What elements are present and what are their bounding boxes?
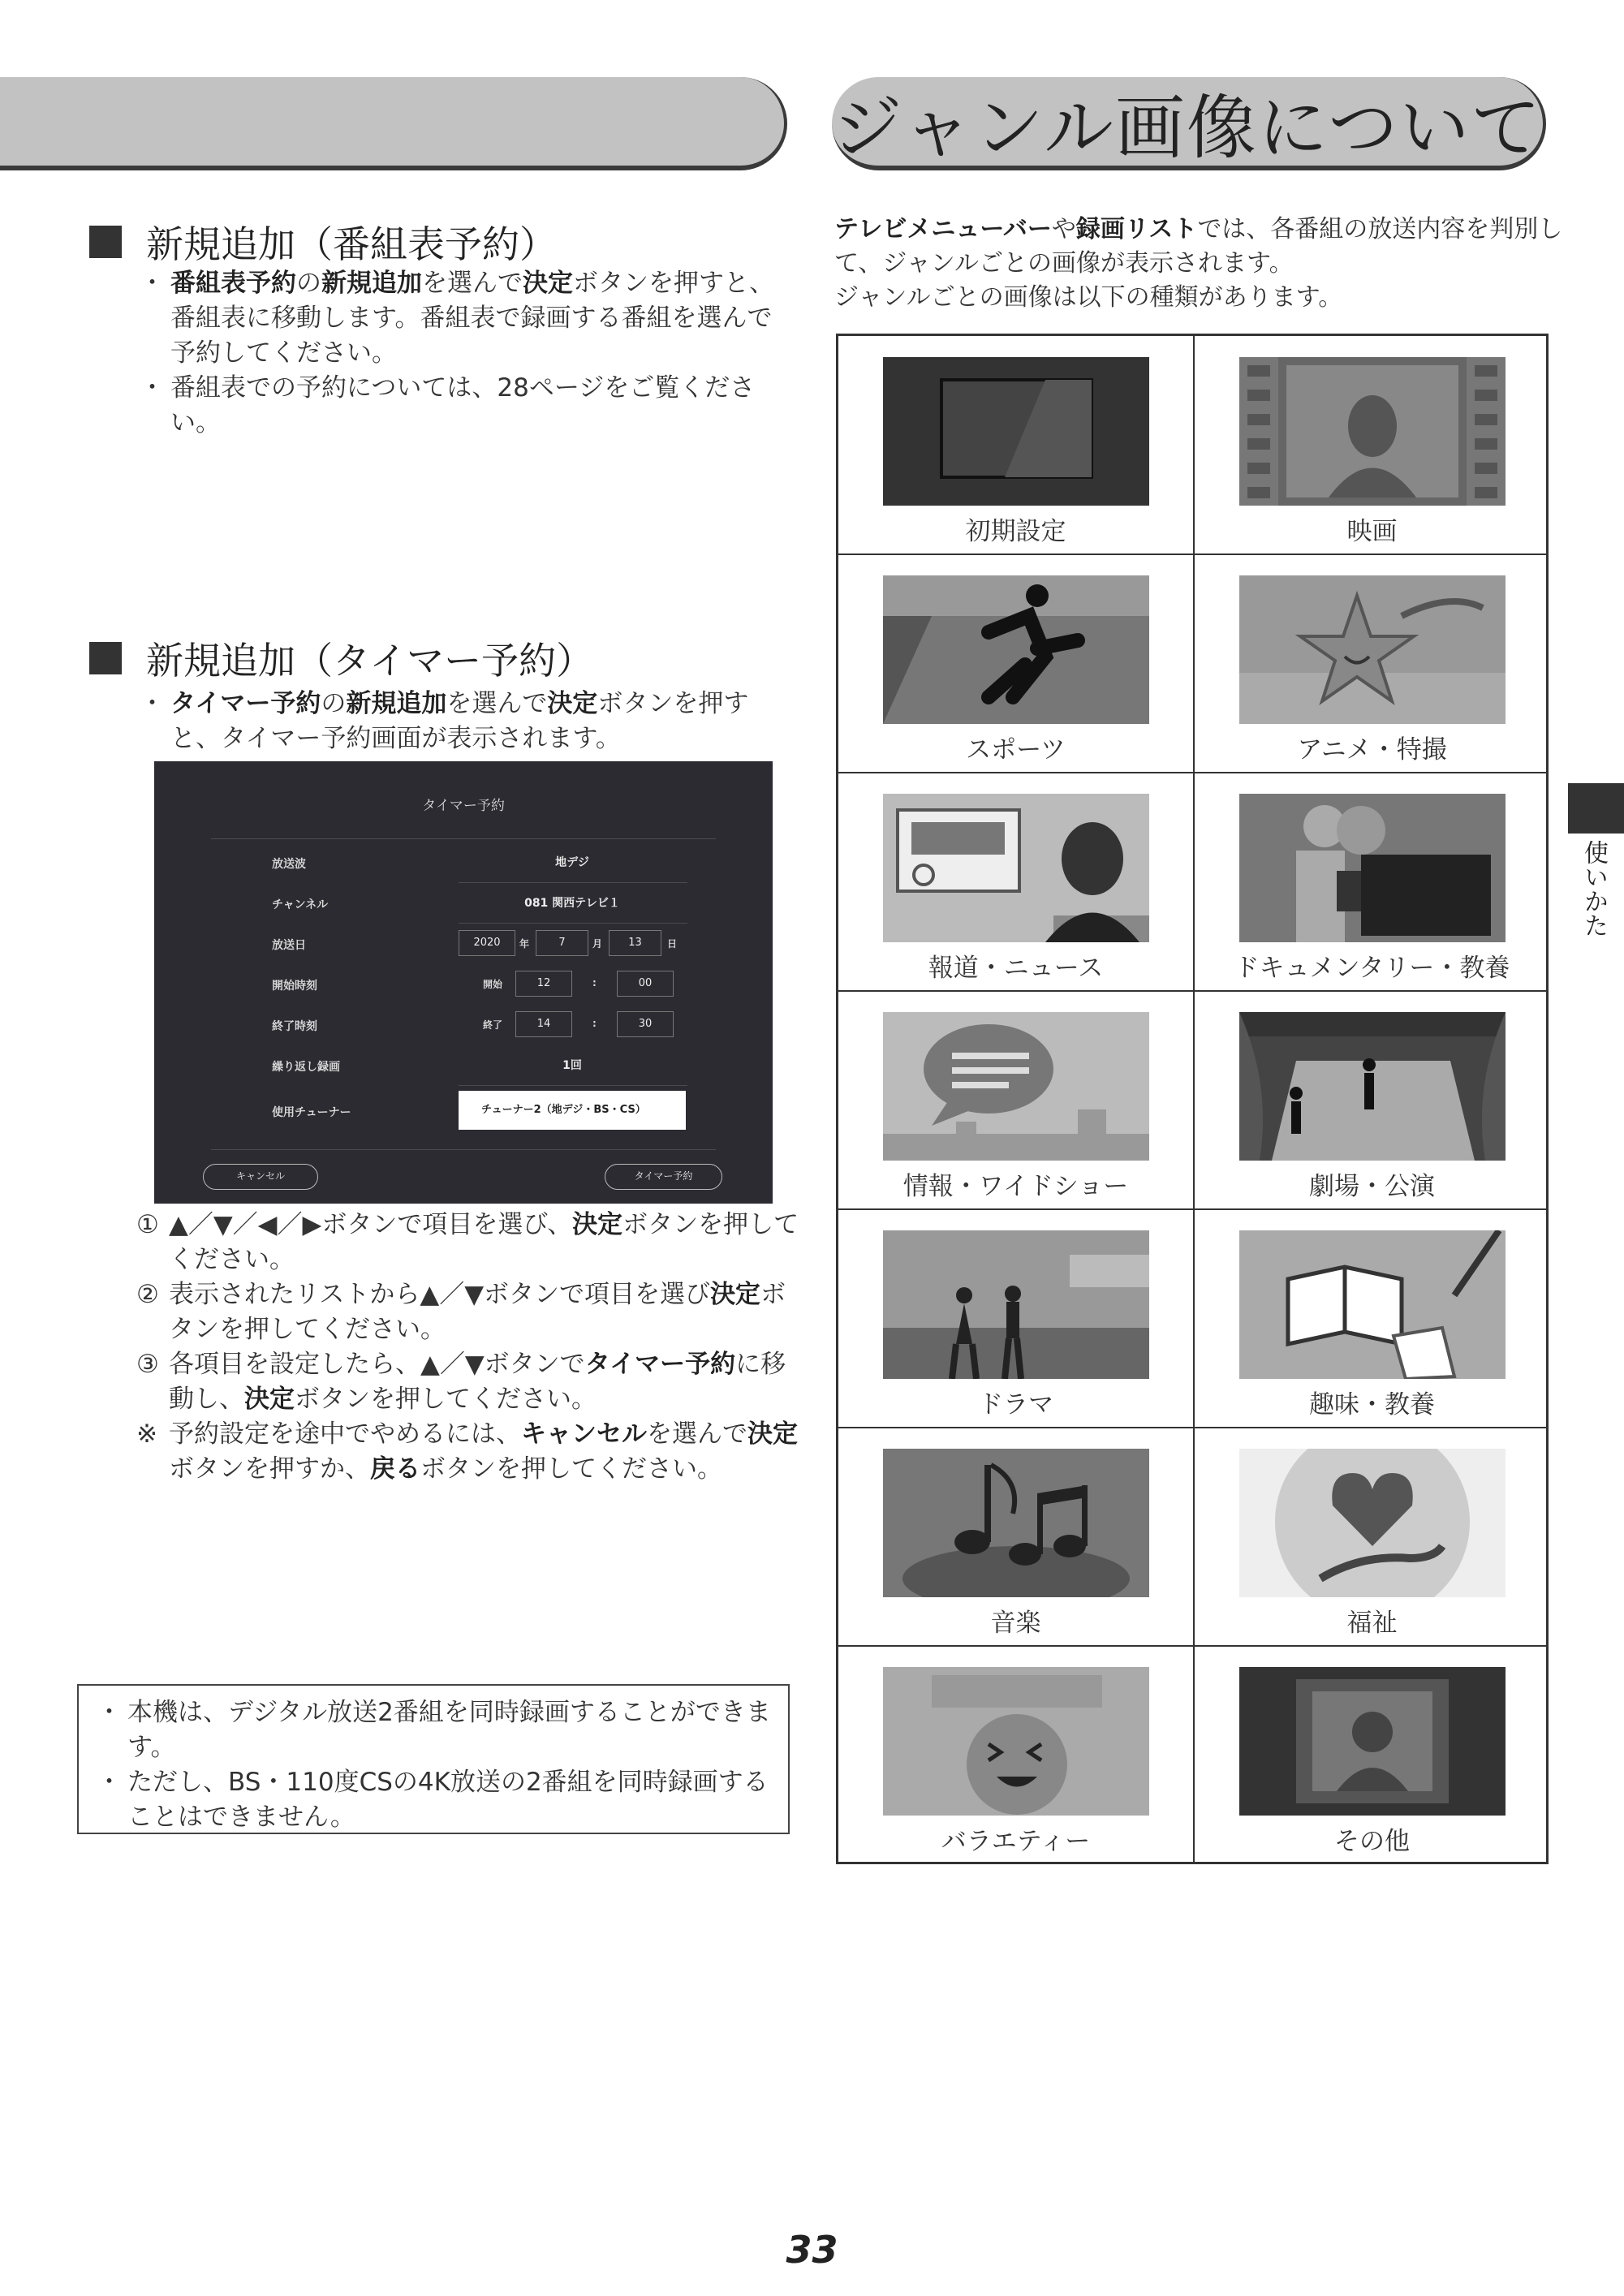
film-frame-icon	[1239, 1667, 1506, 1816]
end-tag: 終了	[483, 1019, 503, 1031]
text: では、各番組の放送内容を判別して、ジャンルごとの画像が表示されます。	[834, 215, 1563, 278]
bold-term: 番組表予約	[170, 269, 296, 298]
genre-cell-theater	[1195, 991, 1549, 1210]
genre-cell-initial	[838, 336, 1193, 555]
text: 表示されたリストから▲／▼ボタンで項目を選び	[169, 1280, 711, 1309]
genre-cell-sports	[838, 554, 1193, 773]
camera-crew-icon	[1239, 794, 1506, 942]
row-label: 繰り返し録画	[272, 1061, 340, 1074]
text: に移動し、	[169, 1350, 786, 1414]
unit-label: 日	[667, 938, 678, 950]
text: ボタンを押すか、	[169, 1454, 370, 1484]
timer-reserve-button[interactable]: タイマー予約	[605, 1164, 722, 1190]
genre-cell-other	[1195, 1646, 1549, 1865]
note-item: ・ ただし、BS・110度CSの4K放送の2番組を同時録画することはできません。	[95, 1765, 772, 1835]
start-hour-field[interactable]: 12	[515, 971, 572, 997]
screen-title: タイマー予約	[422, 798, 505, 814]
genre-caption: 映画	[1346, 517, 1398, 546]
speech-bubble-icon	[883, 1012, 1149, 1161]
list-item: ・ 番組表での予約については、28ページをご覧ください。	[146, 371, 795, 441]
runner-icon	[883, 575, 1149, 724]
month-field[interactable]: 7	[536, 930, 588, 956]
note-box	[77, 1684, 790, 1834]
section-heading-text: 新規追加（タイマー予約）	[146, 639, 594, 683]
section-heading-epg	[89, 215, 557, 269]
couple-icon	[883, 1230, 1149, 1379]
unit-label: 月	[592, 938, 603, 950]
text: の	[296, 269, 321, 298]
genre-caption: 音楽	[990, 1609, 1041, 1638]
end-minute-field[interactable]: 30	[617, 1011, 674, 1037]
start-tag: 開始	[483, 979, 503, 990]
genre-caption: スポーツ	[966, 735, 1066, 765]
row-broadcast[interactable]	[154, 842, 773, 883]
bold-term: キャンセル	[521, 1419, 647, 1449]
section1-bullets	[146, 266, 795, 441]
row-label: 放送日	[272, 939, 306, 952]
row-label: 終了時刻	[272, 1020, 317, 1033]
note-item: ・ 本機は、デジタル放送2番組を同時録画することができます。	[95, 1695, 772, 1765]
genre-cell-drama	[838, 1209, 1193, 1428]
steps-list	[136, 1208, 802, 1487]
list-item	[146, 687, 795, 756]
divider	[211, 1149, 716, 1150]
bold-term: 決定	[710, 1280, 761, 1309]
genre-cell-hobby	[1195, 1209, 1549, 1428]
music-note-icon	[883, 1449, 1149, 1597]
genre-caption: 劇場・公演	[1309, 1172, 1435, 1201]
newscaster-icon	[883, 794, 1149, 942]
row-value: 081 関西テレビ１	[524, 897, 620, 910]
divider	[211, 838, 716, 839]
bold-term: テレビメニューバー	[834, 215, 1052, 243]
bold-term: 録画リスト	[1075, 215, 1198, 243]
step-1	[136, 1208, 802, 1277]
row-date[interactable]	[154, 924, 773, 964]
genre-cell-movie	[1195, 336, 1549, 555]
row-value: 1回	[562, 1059, 582, 1072]
step-number: ②	[136, 1280, 159, 1309]
genre-cell-documentary	[1195, 773, 1549, 992]
row-channel[interactable]	[154, 883, 773, 924]
start-minute-field[interactable]: 00	[617, 971, 674, 997]
text: を選んで	[647, 1419, 747, 1449]
stage-icon	[1239, 1012, 1506, 1161]
genre-caption: バラエティー	[941, 1827, 1091, 1856]
genre-caption: アニメ・特撮	[1297, 735, 1447, 765]
section-heading-text: 新規追加（番組表予約）	[146, 222, 557, 266]
chapter-tab	[1568, 783, 1624, 834]
genre-cell-variety	[838, 1646, 1193, 1865]
bold-term: 新規追加	[321, 269, 422, 298]
row-repeat[interactable]	[154, 1045, 773, 1086]
step-3	[136, 1347, 802, 1417]
text: ボタンを押すと、タイマー予約画面が表示されます。	[170, 689, 749, 753]
page-title-bar	[832, 77, 1546, 170]
page-number: 33	[786, 2228, 838, 2272]
page-title: ジャンル画像について	[832, 87, 1543, 169]
bold-term: 決定	[547, 689, 598, 718]
day-field[interactable]: 13	[609, 930, 661, 956]
list-item	[146, 266, 795, 371]
row-label: 使用チューナー	[272, 1106, 351, 1119]
text: ▲／▼／◀／▶ボタンで項目を選び、	[169, 1210, 573, 1239]
genre-caption: 報道・ニュース	[928, 954, 1104, 983]
square-bullet-icon	[89, 642, 122, 674]
bold-term: タイマー予約	[170, 689, 321, 718]
text: ボタンを押してください。	[295, 1385, 597, 1414]
colon: :	[592, 1018, 597, 1029]
bold-term: 新規追加	[346, 689, 447, 718]
tv-screen-icon	[883, 357, 1149, 506]
book-pen-icon	[1239, 1230, 1506, 1379]
bold-term: 決定	[523, 269, 573, 298]
text: ボタンを押してください。	[169, 1280, 786, 1344]
row-label: 放送波	[272, 858, 306, 871]
genre-caption: 福祉	[1346, 1609, 1398, 1638]
genre-image-table	[836, 334, 1549, 1864]
genre-caption: ドキュメンタリー・教養	[1234, 954, 1510, 983]
note-mark: ※	[136, 1419, 157, 1449]
end-hour-field[interactable]: 14	[515, 1011, 572, 1037]
genre-cell-news	[838, 773, 1193, 992]
star-character-icon	[1239, 575, 1506, 724]
text: の	[321, 689, 347, 718]
genre-cell-anime	[1195, 554, 1549, 773]
step-number: ①	[136, 1210, 159, 1239]
genre-cell-info	[838, 991, 1193, 1210]
text: を選んで	[422, 269, 523, 298]
row-tuner[interactable]	[154, 1086, 773, 1135]
genre-caption: 情報・ワイドショー	[902, 1172, 1129, 1201]
row-end-time[interactable]	[154, 1005, 773, 1045]
bold-term: 決定	[572, 1210, 623, 1239]
bold-term: 戻る	[370, 1454, 420, 1484]
row-label: 開始時刻	[272, 980, 317, 993]
section-heading-timer	[89, 631, 593, 685]
row-start-time[interactable]	[154, 964, 773, 1005]
genre-cell-welfare	[1195, 1428, 1549, 1647]
text: ボタンを押してください。	[420, 1454, 722, 1484]
section2-bullets	[146, 687, 795, 756]
bold-term: 決定	[244, 1385, 295, 1414]
cancel-button[interactable]: キャンセル	[203, 1164, 318, 1190]
text: や	[1051, 215, 1076, 243]
step-number: ③	[136, 1350, 159, 1379]
genre-caption: その他	[1334, 1827, 1410, 1856]
text: 各項目を設定したら、▲／▼ボタンで	[169, 1350, 585, 1379]
tuner-select[interactable]: チューナー2（地デジ・BS・CS）	[459, 1091, 686, 1130]
colon: :	[592, 977, 597, 989]
unit-label: 年	[519, 938, 530, 950]
text: ボタンを押すと、番組表に移動します。番組表で録画する番組を選んで予約してください。	[170, 269, 774, 368]
text: ジャンルごとの画像は以下の種類があります。	[834, 283, 1343, 312]
film-strip-icon	[1239, 357, 1506, 506]
text: ボタンを押してください。	[169, 1210, 799, 1274]
bold-term: タイマー予約	[584, 1350, 736, 1379]
square-bullet-icon	[89, 226, 122, 258]
heart-hand-icon	[1239, 1449, 1506, 1597]
bold-term: 決定	[747, 1419, 798, 1449]
chapter-tab-label: 使いかた	[1579, 840, 1608, 937]
year-field[interactable]: 2020	[459, 930, 515, 956]
genre-caption: 初期設定	[965, 517, 1066, 546]
text: を選んで	[446, 689, 548, 718]
intro-text	[834, 213, 1565, 315]
header-bar-left	[0, 77, 787, 170]
laughing-face-icon	[883, 1667, 1149, 1816]
row-value: 地デジ	[555, 856, 589, 869]
genre-caption: ドラマ	[978, 1390, 1053, 1419]
text: 予約設定を途中でやめるには、	[169, 1419, 521, 1449]
step-2	[136, 1277, 802, 1347]
step-note	[136, 1417, 802, 1487]
genre-caption: 趣味・教養	[1309, 1390, 1435, 1419]
timer-reservation-screen	[154, 761, 773, 1204]
row-label: チャンネル	[272, 898, 329, 911]
genre-cell-music	[838, 1428, 1193, 1647]
